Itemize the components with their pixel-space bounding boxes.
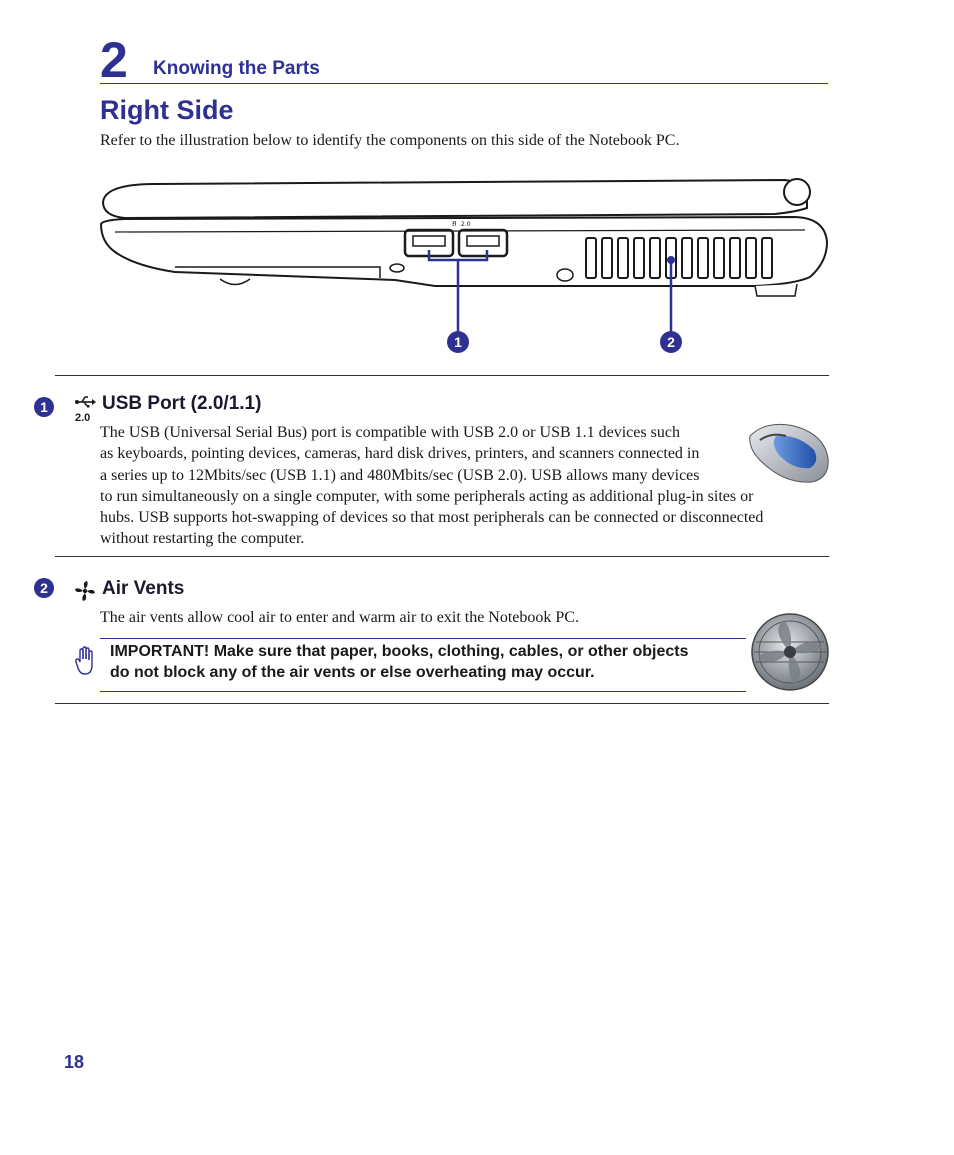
text-line: hubs. USB supports hot-swapping of devices so that most peripherals can be connected or disconnected [100,509,764,527]
svg-text:2: 2 [667,334,675,350]
important-line: do not block any of the air vents or else overheating may occur. [110,663,595,681]
fan-icon [74,580,96,602]
item-title-usb: USB Port (2.0/1.1) [102,393,262,414]
page-title: Right Side [100,95,234,125]
chapter-number: 2 [100,32,128,88]
usb-mouse-image [746,418,830,486]
hand-stop-icon [74,646,96,676]
svg-text:1: 1 [454,334,462,350]
callout-1 [447,331,469,353]
text-line: as keyboards, pointing devices, cameras, hard disk drives, printers, and scanners connected in [100,445,700,463]
usb-icon [74,394,96,410]
text-line: without restarting the computer. [100,530,305,548]
divider [55,375,829,376]
notebook-right-side-illustration [95,172,835,367]
page-number: 18 [64,1052,85,1072]
item-number-badge: 2 [34,578,54,598]
divider [55,703,829,704]
text-line: to run simultaneously on a single computer, with some peripherals acting as additional plug-in sites or [100,487,754,505]
divider [55,556,829,557]
intro-text: Refer to the illustration below to identify the components on this side of the Notebook PC. [100,132,680,149]
usb-version-label: 2.0 [75,412,91,424]
chapter-title: Knowing the Parts [153,58,320,79]
fan-vent-image [750,612,830,692]
important-text [110,642,742,683]
text-line: The USB (Universal Serial Bus) port is compatible with USB 2.0 or USB 1.1 devices such [100,424,680,441]
header-divider [100,83,828,84]
callout-2 [660,331,682,353]
usb-description [100,422,763,550]
item-number-badge: 1 [34,397,54,417]
text-line: a series up to 12Mbits/sec (USB 1.1) and 480Mbits/sec (USB 2.0). USB allows many devices [100,466,700,484]
air-vents-description: The air vents allow cool air to enter and warm air to exit the Notebook PC. [100,609,579,626]
important-line: IMPORTANT! Make sure that paper, books, clothing, cables, or other objects [110,643,689,660]
usb-port-label: 2.0 [461,221,471,228]
svg-text:⭿: ⭿ [452,220,457,228]
item-title-air-vents: Air Vents [102,578,185,599]
